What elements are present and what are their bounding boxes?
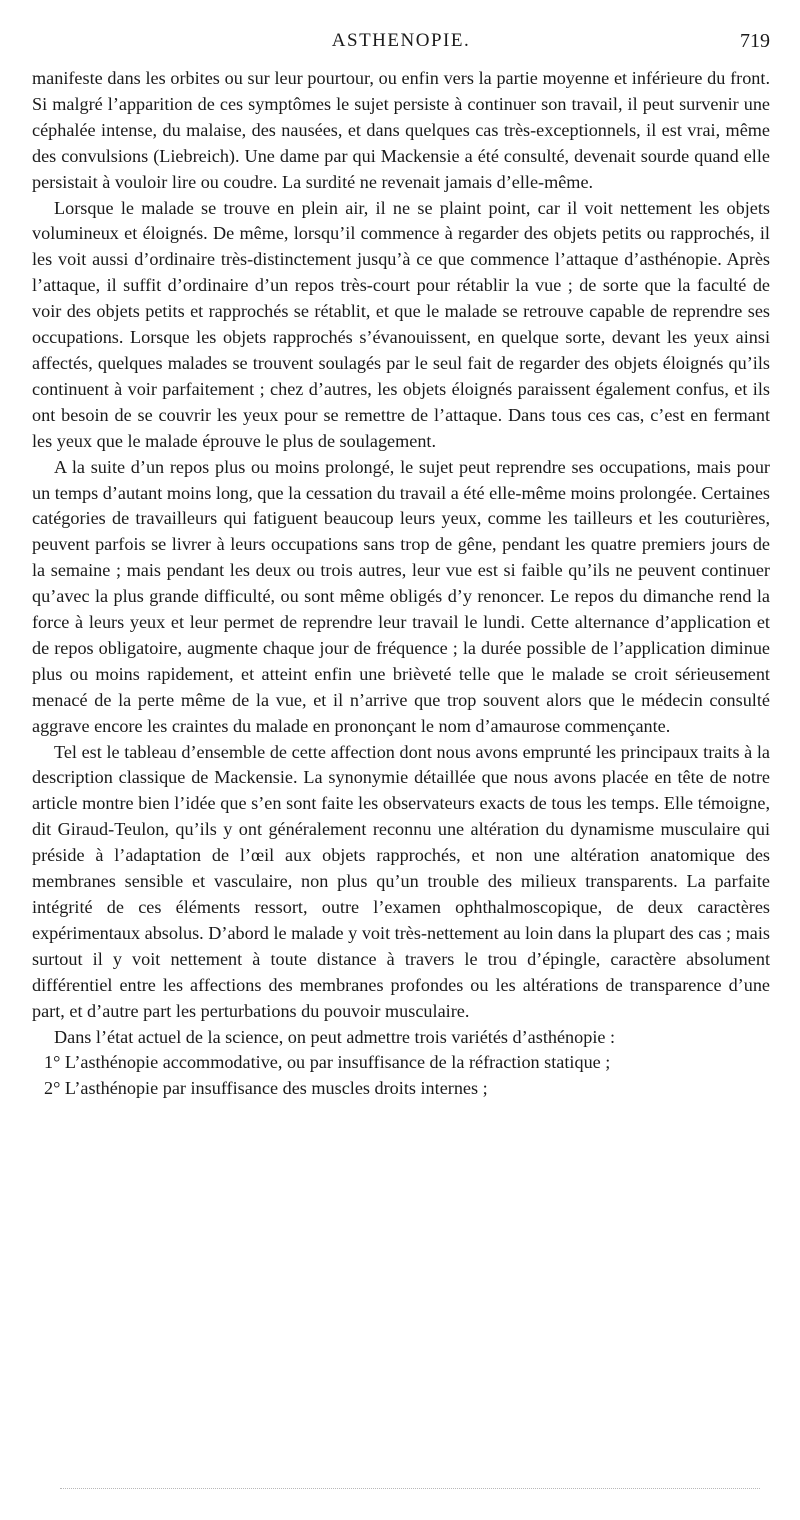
running-head: ASTHENOPIE.: [331, 30, 471, 51]
page-number: 719: [740, 30, 770, 52]
paragraph-plein-air: Lorsque le malade se trouve en plein air, il ne se plaint point, car il voit nettement les objets volumineux et éloignés. De même, lorsqu’il commence à regarder des objets petits ou rapprochés, il les voit aussi d’ordinaire très-distinctement jusqu’à ce que commence l’attaque d’asthénopie. Après l’attaque, il suffit d’ordinaire d’un repos très-court pour rétablir la vue ; de sorte que la faculté de voir des objets petits et rapprochés se rétablit, et que le malade se retrouve capable de reprendre ses occupations. Lorsque les objets rapprochés s’évanouissent, en quelque sorte, devant les yeux ainsi affectés, quelques malades se trouvent soulagés par le seul fait de regarder des objets éloignés qu’ils continuent à voir parfaitement ; chez d’autres, les objets éloignés paraissent également confus, et ils ont besoin de se couvrir les yeux pour se remettre de l’attaque. Dans tous ces cas, c’est en fermant les yeux que le malade éprouve le plus de soulagement.: [32, 197, 770, 451]
paragraph-tableau: Tel est le tableau d’ensemble de cette affection dont nous avons emprunté les principaux traits à la description classique de Mackensie. La synonymie détaillée que nous avons placée en tête de notre article montre bien l’idée que s’en sont faite les observateurs exacts de tous les temps. Elle témoigne, dit Giraud-Teulon, qu’ils y ont généralement reconnu une altération du dynamisme musculaire qui préside à l’adaptation de l’œil aux objets rapprochés, et non une altération anatomique des membranes sensible et vasculaire, non plus qu’un trouble des milieux transparents. La parfaite intégrité de ces éléments ressort, outre l’examen ophthalmoscopique, de deux caractères expérimentaux absolus. D’abord le malade y voit très-nettement au loin dans la plupart des cas ; mais surtout il y voit nettement à toute distance à travers le trou d’épingle, caractère absolument différentiel entre les affections des membranes profondes ou les altérations de transparence d’une part, et d’autre part les perturbations du pouvoir musculaire.: [32, 741, 770, 1021]
list-item-2: 2° L’asthénopie par insuffisance des muscles droits internes ;: [44, 1078, 488, 1099]
list-item-1: 1° L’asthénopie accommodative, ou par insuffisance de la réfraction statique ;: [44, 1052, 611, 1073]
body-text: [32, 66, 770, 1102]
page-header: [32, 30, 770, 60]
paragraph-continuation: manifeste dans les orbites ou sur leur pourtour, ou enfin vers la partie moyenne et inférieure du front. Si malgré l’apparition de ces symptômes le sujet persiste à continuer son travail, il peut survenir une céphalée intense, du malaise, des nausées, et dans quelques cas très-exceptionnels, il est vrai, même des convulsions (Liebreich). Une dame par qui Mackensie a été consulté, devenait sourde quand elle persistait à vouloir lire ou coudre. La surdité ne revenait jamais d’elle-même.: [32, 68, 770, 192]
bottom-divider: [60, 1488, 760, 1489]
paragraph-repos: A la suite d’un repos plus ou moins prolongé, le sujet peut reprendre ses occupations, mais pour un temps d’autant moins long, que la cessation du travail a été elle-même moins prolongée. Certaines catégories de travailleurs qui fatiguent beaucoup leurs yeux, comme les tailleurs et les couturières, peuvent parfois se livrer à leurs occupations sans trop de gêne, pendant les quatre premiers jours de la semaine ; mais pendant les deux ou trois autres, leur vue est si faible qu’ils ne peuvent continuer qu’avec la plus grande difficulté, ou sont même obligés d’y renoncer. Le repos du dimanche rend la force à leurs yeux et leur permet de reprendre leur travail le lundi. Cette alternance d’application et de repos obligatoire, augmente chaque jour de fréquence ; la durée possible de l’application diminue plus ou moins rapidement, et atteint enfin une brièveté telle que le malade se croit sérieusement menacé de la perte même de la vue, et il n’arrive que trop souvent alors que le médecin consulté aggrave encore les craintes du malade en prononçant le nom d’amaurose commençante.: [32, 456, 770, 736]
paragraph-varietes: Dans l’état actuel de la science, on peut admettre trois variétés d’asthénopie :: [54, 1026, 616, 1047]
